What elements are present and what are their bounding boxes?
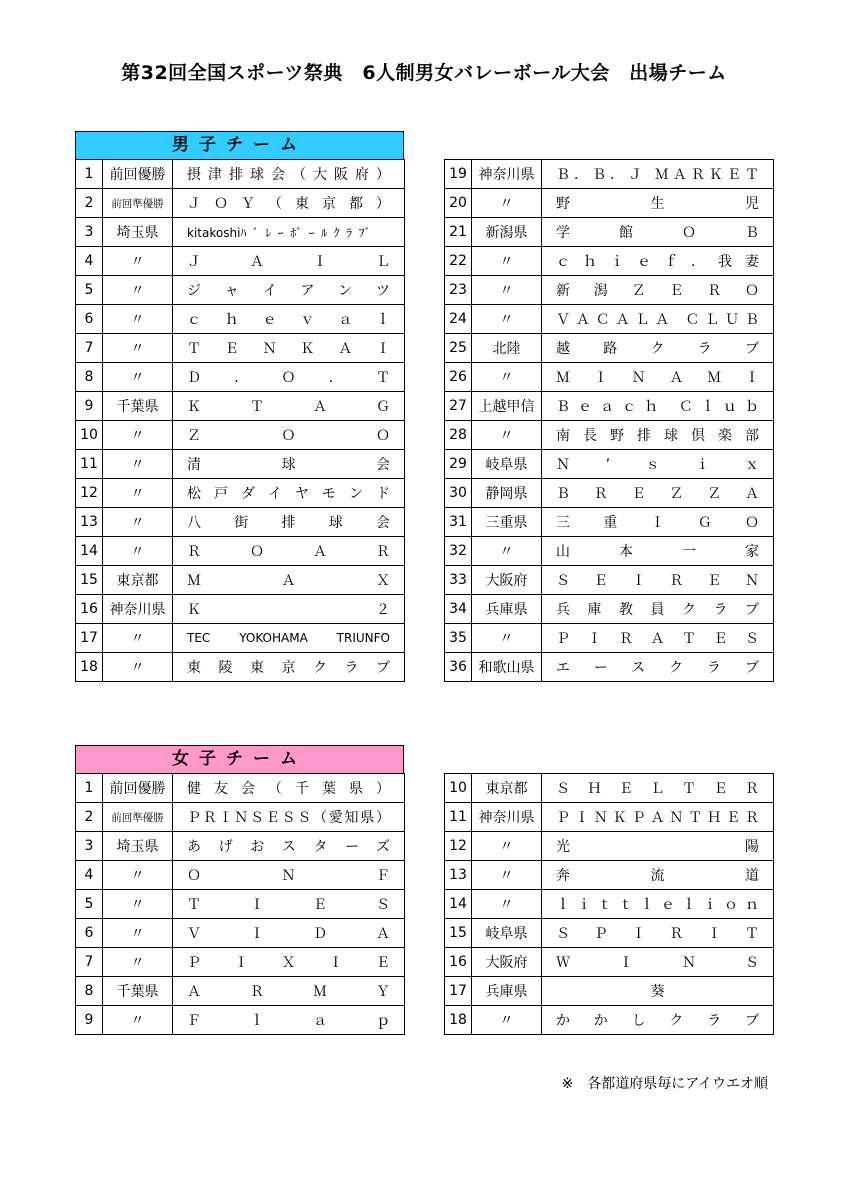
table-row [445, 247, 774, 276]
prefecture-cell: 前回準優勝 [103, 803, 173, 832]
men-table-left [75, 159, 405, 682]
table-row [445, 1006, 774, 1035]
entry-number: 22 [445, 247, 472, 276]
team-name: ＺＯＯ [187, 428, 390, 444]
table-row [76, 218, 405, 247]
table-row [76, 624, 405, 653]
table-row [76, 890, 405, 919]
prefecture-cell: 大阪府 [472, 948, 542, 977]
team-name: ＫＴＡＧ [187, 399, 390, 415]
entry-number: 10 [445, 774, 472, 803]
team-cell [542, 334, 774, 363]
team-name: 新潟ＺＥＲＯ [556, 283, 759, 299]
table-row [445, 832, 774, 861]
team-name: Ｂｅａｃｈ Ｃｌｕｂ [556, 399, 759, 415]
team-name: ジャイアンツ [187, 283, 390, 299]
entry-number: 28 [445, 421, 472, 450]
table-row [76, 276, 405, 305]
prefecture-cell: 〃 [103, 247, 173, 276]
team-cell [542, 363, 774, 392]
team-name: Ｂ．Ｂ．Ｊ ＭＡＲＫＥＴ [556, 167, 759, 183]
team-name: 山本一家 [556, 544, 759, 560]
entry-number: 11 [76, 450, 103, 479]
table-row [445, 919, 774, 948]
prefecture-cell: 〃 [472, 247, 542, 276]
table-row [76, 537, 405, 566]
table-row [76, 977, 405, 1006]
team-name: 松戸ダイヤモンド [187, 486, 390, 502]
prefecture-cell: 〃 [103, 276, 173, 305]
prefecture-cell: 上越甲信 [472, 392, 542, 421]
prefecture-cell: 〃 [472, 624, 542, 653]
entry-number: 16 [445, 948, 472, 977]
table-row [445, 948, 774, 977]
team-cell [173, 624, 405, 653]
team-cell [542, 479, 774, 508]
entry-number: 3 [76, 218, 103, 247]
entry-number: 25 [445, 334, 472, 363]
entry-number: 4 [76, 861, 103, 890]
team-cell [542, 890, 774, 919]
table-row [445, 334, 774, 363]
prefecture-cell: 〃 [472, 832, 542, 861]
team-name: ＭＡＸ [187, 573, 390, 589]
table-row [76, 363, 405, 392]
prefecture-cell: 岐阜県 [472, 919, 542, 948]
team-cell [542, 653, 774, 682]
prefecture-cell: 和歌山県 [472, 653, 542, 682]
women-table-right [444, 773, 774, 1035]
team-name: ＡＲＭＹ [187, 984, 390, 1000]
team-cell [542, 774, 774, 803]
prefecture-cell: 東京都 [103, 566, 173, 595]
entry-number: 13 [445, 861, 472, 890]
team-cell [173, 392, 405, 421]
team-name: Ｋ２ [187, 602, 390, 618]
prefecture-cell: 〃 [103, 479, 173, 508]
entry-number: 34 [445, 595, 472, 624]
team-cell [542, 276, 774, 305]
table-row [76, 479, 405, 508]
team-cell [173, 803, 405, 832]
team-name: 学館ＯＢ [556, 225, 759, 241]
team-cell [542, 832, 774, 861]
prefecture-cell: 〃 [103, 948, 173, 977]
prefecture-cell: 兵庫県 [472, 977, 542, 1006]
page-title: 第32回全国スポーツ祭典 6人制男女バレーボール大会 出場チーム [121, 62, 727, 84]
prefecture-cell: 千葉県 [103, 977, 173, 1006]
team-cell [542, 305, 774, 334]
team-cell [542, 537, 774, 566]
prefecture-cell: 北陸 [472, 334, 542, 363]
team-name: 奔流道 [556, 868, 759, 884]
team-cell [542, 861, 774, 890]
entry-number: 27 [445, 392, 472, 421]
men-team-header: 男子チーム [75, 131, 404, 159]
table-row [76, 774, 405, 803]
entry-number: 1 [76, 774, 103, 803]
team-cell [173, 832, 405, 861]
entry-number: 8 [76, 363, 103, 392]
prefecture-cell: 大阪府 [472, 566, 542, 595]
prefecture-cell: 〃 [103, 919, 173, 948]
entry-number: 23 [445, 276, 472, 305]
entry-number: 33 [445, 566, 472, 595]
team-name: あげおスターズ [187, 839, 390, 855]
entry-number: 15 [445, 919, 472, 948]
prefecture-cell: 〃 [472, 861, 542, 890]
prefecture-cell: 〃 [472, 189, 542, 218]
team-name: 越路クラブ [556, 341, 759, 357]
entry-number: 17 [445, 977, 472, 1006]
prefecture-cell: 〃 [472, 276, 542, 305]
team-cell [173, 919, 405, 948]
prefecture-cell: 千葉県 [103, 392, 173, 421]
table-row [445, 595, 774, 624]
entry-number: 14 [445, 890, 472, 919]
team-name: ＴＩＥＳ [187, 897, 390, 913]
table-row [445, 218, 774, 247]
entry-number: 6 [76, 919, 103, 948]
prefecture-cell: 〃 [103, 450, 173, 479]
prefecture-cell: 〃 [472, 1006, 542, 1035]
team-cell [173, 566, 405, 595]
team-cell [542, 948, 774, 977]
women-team-header: 女子チーム [75, 745, 404, 773]
team-name: kitakoshiﾊﾞﾚｰﾎﾞｰﾙｸﾗﾌﾞ [187, 225, 378, 240]
table-row [76, 1006, 405, 1035]
entry-number: 8 [76, 977, 103, 1006]
table-row [445, 363, 774, 392]
team-cell [173, 363, 405, 392]
prefecture-cell: 〃 [103, 363, 173, 392]
team-cell [173, 774, 405, 803]
team-cell [173, 218, 405, 247]
prefecture-cell: 〃 [472, 890, 542, 919]
men-table-right [444, 159, 774, 682]
prefecture-cell: 前回準優勝 [103, 189, 173, 218]
entry-number: 4 [76, 247, 103, 276]
prefecture-cell: 〃 [103, 861, 173, 890]
team-cell [542, 566, 774, 595]
table-row [445, 977, 774, 1006]
team-name: 野生児 [556, 196, 759, 212]
team-cell [173, 276, 405, 305]
prefecture-cell: 〃 [103, 305, 173, 334]
entry-number: 30 [445, 479, 472, 508]
prefecture-cell: 神奈川県 [103, 595, 173, 624]
table-row [76, 919, 405, 948]
table-row [76, 421, 405, 450]
table-row [445, 479, 774, 508]
entry-number: 15 [76, 566, 103, 595]
table-row [445, 653, 774, 682]
team-cell [173, 450, 405, 479]
prefecture-cell: 埼玉県 [103, 218, 173, 247]
entry-number: 5 [76, 890, 103, 919]
team-cell [173, 595, 405, 624]
table-row [76, 247, 405, 276]
entry-number: 16 [76, 595, 103, 624]
team-name: Ｆｌａｐ [187, 1013, 390, 1029]
prefecture-cell: 〃 [472, 537, 542, 566]
team-name: 八街排球会 [187, 515, 390, 531]
entry-number: 14 [76, 537, 103, 566]
table-row [76, 392, 405, 421]
entry-number: 3 [76, 832, 103, 861]
team-cell [173, 890, 405, 919]
team-cell [542, 803, 774, 832]
prefecture-cell: 〃 [103, 1006, 173, 1035]
entry-number: 31 [445, 508, 472, 537]
prefecture-cell: 〃 [103, 537, 173, 566]
team-cell [542, 624, 774, 653]
table-row [445, 624, 774, 653]
entry-number: 13 [76, 508, 103, 537]
table-row [445, 276, 774, 305]
table-row [76, 653, 405, 682]
team-cell [542, 595, 774, 624]
team-cell [542, 508, 774, 537]
entry-number: 12 [76, 479, 103, 508]
prefecture-cell: 〃 [103, 421, 173, 450]
team-name: ＢＲＥＺＺＡ [556, 486, 759, 502]
entry-number: 2 [76, 803, 103, 832]
team-cell [173, 247, 405, 276]
prefecture-cell: 神奈川県 [472, 803, 542, 832]
team-name: 光陽 [556, 839, 759, 855]
prefecture-cell: 岐阜県 [472, 450, 542, 479]
entry-number: 2 [76, 189, 103, 218]
team-name: 葵 [650, 984, 665, 1000]
table-row [445, 450, 774, 479]
entry-number: 11 [445, 803, 472, 832]
entry-number: 26 [445, 363, 472, 392]
sort-order-note: ※ 各都道府県毎にアイウエオ順 [561, 1076, 768, 1092]
table-row [76, 508, 405, 537]
team-cell [542, 218, 774, 247]
table-row [76, 566, 405, 595]
prefecture-cell: 東京都 [472, 774, 542, 803]
team-name: ＳＥＩＲＥＮ [556, 573, 759, 589]
table-row [76, 160, 405, 189]
team-name: TEC YOKOHAMA TRIUNFO [187, 631, 390, 645]
team-cell [173, 948, 405, 977]
prefecture-cell: 〃 [103, 624, 173, 653]
team-cell [542, 189, 774, 218]
team-name: 清球会 [187, 457, 390, 473]
prefecture-cell: 〃 [103, 653, 173, 682]
table-row [76, 861, 405, 890]
team-cell [542, 160, 774, 189]
team-cell [542, 247, 774, 276]
entry-number: 1 [76, 160, 103, 189]
entry-number: 17 [76, 624, 103, 653]
women-table-left [75, 773, 405, 1035]
team-name: ｌｉｔｔｌｅｌｉｏｎ [556, 897, 759, 913]
team-name: ＶＩＤＡ [187, 926, 390, 942]
team-name: 南長野排球倶楽部 [556, 428, 759, 444]
team-cell [173, 537, 405, 566]
team-name: ＪＯＹ（東京都） [187, 196, 390, 212]
team-name: ｃｈｉｅｆ．我妻 [556, 254, 759, 270]
team-cell [173, 861, 405, 890]
entry-number: 7 [76, 948, 103, 977]
team-cell [173, 334, 405, 363]
team-name: 摂津排球会（大阪府） [187, 167, 390, 183]
prefecture-cell: 神奈川県 [472, 160, 542, 189]
prefecture-cell: 〃 [472, 305, 542, 334]
team-name: エースクラブ [556, 660, 759, 676]
entry-number: 29 [445, 450, 472, 479]
prefecture-cell: 静岡県 [472, 479, 542, 508]
team-name: ＲＯＡＲ [187, 544, 390, 560]
table-row [76, 832, 405, 861]
entry-number: 18 [76, 653, 103, 682]
team-name: Ｎ’ｓｉｘ [556, 457, 759, 473]
entry-number: 6 [76, 305, 103, 334]
team-cell [542, 977, 774, 1006]
entry-number: 10 [76, 421, 103, 450]
prefecture-cell: 〃 [103, 508, 173, 537]
team-cell [173, 653, 405, 682]
team-cell [542, 450, 774, 479]
prefecture-cell: 前回優勝 [103, 160, 173, 189]
team-cell [173, 508, 405, 537]
table-row [445, 566, 774, 595]
prefecture-cell: 三重県 [472, 508, 542, 537]
team-name: ＶＡＣＡＬＡ ＣＬＵＢ [556, 312, 759, 328]
team-name: Ｄ．Ｏ．Ｔ [187, 370, 390, 386]
team-cell [173, 479, 405, 508]
table-row [445, 392, 774, 421]
table-row [445, 890, 774, 919]
table-row [445, 421, 774, 450]
prefecture-cell: 〃 [103, 334, 173, 363]
table-row [76, 189, 405, 218]
team-cell [173, 305, 405, 334]
table-row [445, 160, 774, 189]
team-name: 東陵東京クラブ [187, 660, 390, 676]
prefecture-cell: 〃 [472, 363, 542, 392]
team-name: ＴＥＮＫＡＩ [187, 341, 390, 357]
prefecture-cell: 兵庫県 [472, 595, 542, 624]
team-cell [173, 421, 405, 450]
team-name: ｃｈｅｖａｌ [187, 312, 390, 328]
team-name: ＰＩＸＩＥ [187, 955, 390, 971]
table-row [445, 305, 774, 334]
prefecture-cell: 埼玉県 [103, 832, 173, 861]
team-cell [542, 1006, 774, 1035]
entry-number: 32 [445, 537, 472, 566]
table-row [76, 334, 405, 363]
team-name: ＰＩＲＡＴＥＳ [556, 631, 759, 647]
team-cell [173, 977, 405, 1006]
entry-number: 36 [445, 653, 472, 682]
entry-number: 24 [445, 305, 472, 334]
entry-number: 7 [76, 334, 103, 363]
team-cell [173, 1006, 405, 1035]
entry-number: 9 [76, 1006, 103, 1035]
table-row [445, 189, 774, 218]
table-row [445, 774, 774, 803]
prefecture-cell: 〃 [103, 890, 173, 919]
table-row [76, 595, 405, 624]
table-row [445, 861, 774, 890]
team-name: 兵庫教員クラブ [556, 602, 759, 618]
table-row [76, 948, 405, 977]
prefecture-cell: 新潟県 [472, 218, 542, 247]
team-name: ＰＩＮＫＰＡＮＴＨＥＲ [556, 810, 759, 826]
team-name: 三重ＩＧＯ [556, 515, 759, 531]
team-cell [542, 421, 774, 450]
entry-number: 5 [76, 276, 103, 305]
team-name: ＭＩＮＡＭＩ [556, 370, 759, 386]
team-cell [173, 160, 405, 189]
prefecture-cell: 〃 [472, 421, 542, 450]
team-cell [542, 919, 774, 948]
team-cell [542, 392, 774, 421]
prefecture-cell: 前回優勝 [103, 774, 173, 803]
entry-number: 9 [76, 392, 103, 421]
entry-number: 12 [445, 832, 472, 861]
table-row [445, 508, 774, 537]
team-name: かかしクラブ [556, 1013, 759, 1029]
entry-number: 20 [445, 189, 472, 218]
team-name: ＯＮＦ [187, 868, 390, 884]
table-row [76, 305, 405, 334]
entry-number: 18 [445, 1006, 472, 1035]
entry-number: 21 [445, 218, 472, 247]
team-name: ＷＩＮＳ [556, 955, 759, 971]
team-cell [173, 189, 405, 218]
team-name: ＳＰＩＲＩＴ [556, 926, 759, 942]
team-name: 健友会（千葉県） [187, 781, 390, 797]
entry-number: 19 [445, 160, 472, 189]
team-name: ＰＲＩＮＳＥＳＳ（愛知県） [187, 810, 390, 826]
table-row [76, 803, 405, 832]
table-row [76, 450, 405, 479]
team-name: ＳＨＥＬＴＥＲ [556, 781, 759, 797]
table-row [445, 803, 774, 832]
entry-number: 35 [445, 624, 472, 653]
table-row [445, 537, 774, 566]
team-name: ＪＡＩＬ [187, 254, 390, 270]
